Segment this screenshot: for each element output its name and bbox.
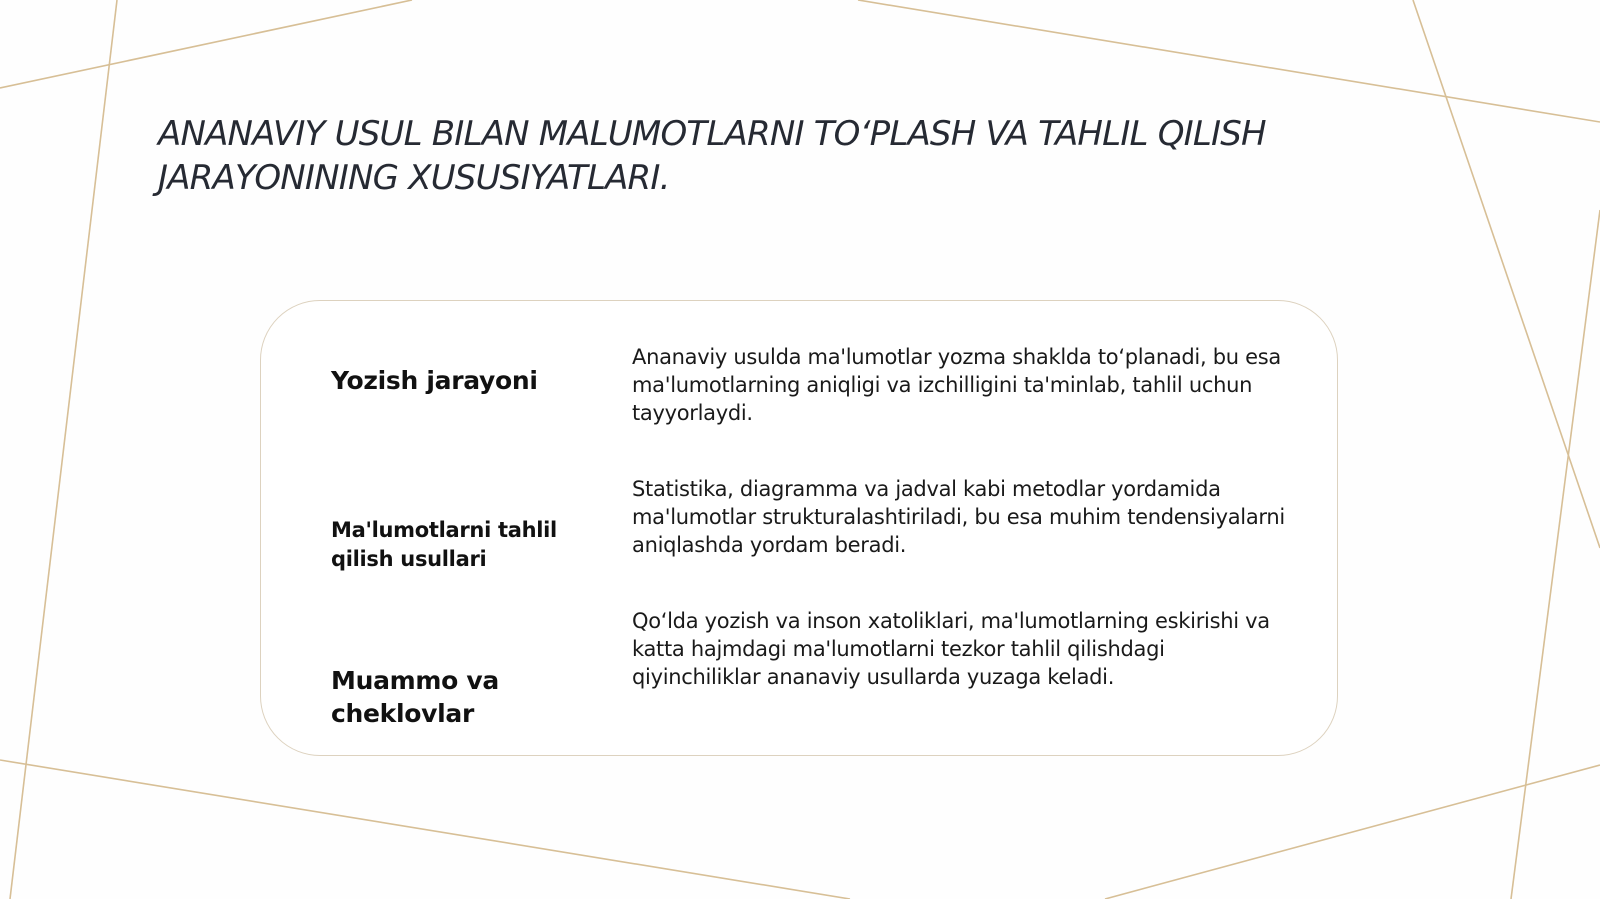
slide-title: ANANAVIY USUL BILAN MALUMOTLARNI TO‘PLASH VA TAHLIL QILISH JARAYONINING XUSUSIYATLARI. — [158, 114, 1266, 198]
row-label-writing-process: Yozish jarayoni — [331, 366, 538, 395]
row-description-writing-process: Ananaviy usulda ma'lumotlar yozma shaklda to‘planadi, bu esa ma'lumotlarning aniqligi va izchilligini ta'minlab, tahlil uchun tayyorlaydi. — [632, 345, 1281, 425]
row-description-problems-limitations: Qo‘lda yozish va inson xatoliklari, ma'lumotlarning eskirishi va katta hajmdagi ma'lumotlarni tezkor tahlil qilishdagi qiyinchiliklar ananaviy usullarda yuzaga keladi. — [632, 609, 1270, 689]
row-label-analysis-methods: Ma'lumotlarni tahlil qilish usullari — [331, 518, 557, 571]
row-description-analysis-methods: Statistika, diagramma va jadval kabi metodlar yordamida ma'lumotlar strukturalashtiriladi, bu esa muhim tendensiyalarni aniqlashda yordam beradi. — [632, 477, 1285, 557]
row-label-problems-limitations: Muammo va cheklovlar — [331, 666, 499, 728]
